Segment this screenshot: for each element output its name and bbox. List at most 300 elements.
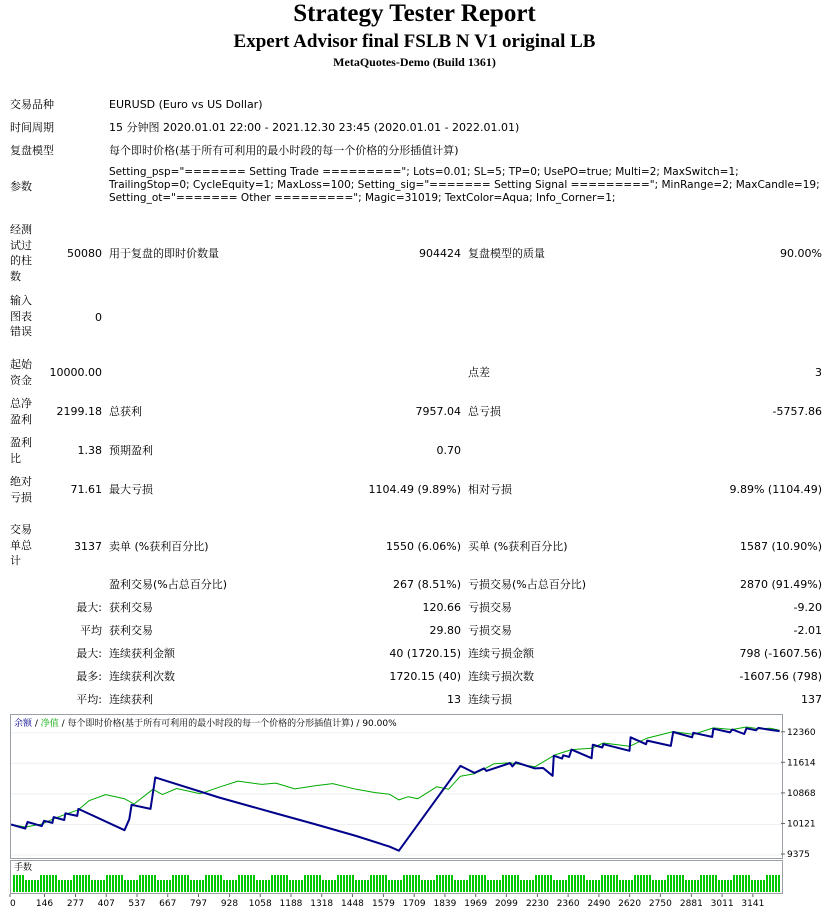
average-loss-value: -2.01: [793, 624, 822, 637]
volume-bar: [211, 875, 213, 892]
volume-bar: [325, 880, 327, 892]
x-tick-label: 2750: [648, 899, 672, 909]
volume-bar: [217, 875, 219, 892]
avg-consecutive-wins-label: 连续获利: [109, 693, 153, 706]
most-loss-label: 连续亏损次数: [468, 670, 534, 683]
profit-trades-value: 267 (8.51%): [392, 578, 461, 591]
profit-factor-label: 盈利比: [10, 436, 32, 465]
volume-bar: [553, 880, 555, 892]
params-value: Setting_psp="======= Setting Trade ========="; Lots=0.01; SL=5; TP=0; UsePO=true; Multi=2; MaxSwitch=1; TrailingStop=0; CycleEquity=1; MaxLoss=100; Setting_sig="======= Setting Signal ========="; MinRange=2; MaxCandle=19; Setting_ot="======= Other ========="; Magic=31019; TextColor=Aqua; Info_Corner=1;: [109, 166, 820, 204]
volume-bar: [394, 880, 396, 892]
y-tick-label: 11614: [787, 758, 816, 769]
volume-bar: [742, 875, 744, 892]
volume-bar: [172, 875, 174, 892]
x-tick-label: 1969: [464, 899, 488, 909]
volume-bar: [319, 875, 321, 892]
balance-chart-svg: [11, 715, 782, 858]
volume-bar: [736, 875, 738, 892]
volume-bar: [526, 880, 528, 892]
volume-bar: [763, 880, 765, 892]
volume-bar: [739, 875, 741, 892]
gross-profit-label: 总获利: [109, 405, 142, 418]
volume-bar: [499, 880, 501, 892]
x-tick-label: 928: [220, 899, 239, 909]
volume-bar: [544, 875, 546, 892]
volume-bar: [298, 880, 300, 892]
volume-bar: [568, 875, 570, 892]
volume-bar: [586, 880, 588, 892]
volume-bar: [451, 875, 453, 892]
loss-trades-value: 2870 (91.49%): [739, 578, 822, 591]
volume-bar: [31, 880, 33, 892]
volume-bar: [361, 880, 363, 892]
period-label: 时间周期: [10, 121, 54, 134]
server-info: MetaQuotes-Demo (Build 1361): [333, 55, 496, 69]
volume-bar: [760, 880, 762, 892]
x-tick-label: 3141: [741, 899, 765, 909]
volume-bar: [82, 875, 84, 892]
y-tick-label: 12360: [787, 727, 816, 738]
deposit-value: 10000.00: [49, 366, 102, 379]
volume-bar: [427, 880, 429, 892]
volume-bar: [22, 875, 24, 892]
most-profit-label: 连续获利次数: [109, 670, 175, 683]
net-profit-label: 总净盈利: [10, 397, 32, 426]
legend-sep: /: [32, 719, 41, 729]
volume-bar: [415, 875, 417, 892]
volume-bar: [778, 875, 780, 892]
volume-bar: [187, 875, 189, 892]
volume-bar: [55, 875, 57, 892]
volume-bar: [91, 880, 93, 892]
volume-bar: [517, 875, 519, 892]
short-positions-label: 卖单 (%获利百分比): [109, 540, 209, 553]
average-prefix: 平均: [80, 624, 102, 637]
average-profit-value: 29.80: [429, 624, 461, 637]
short-positions-value: 1550 (6.06%): [385, 540, 461, 553]
volume-bar: [613, 875, 615, 892]
volume-bar: [232, 880, 234, 892]
bars-value: 50080: [67, 247, 102, 260]
max-drawdown-value: 1104.49 (9.89%): [368, 483, 461, 496]
volume-bar: [682, 875, 684, 892]
volume-bar: [367, 880, 369, 892]
volume-bar: [670, 875, 672, 892]
volume-bar: [13, 875, 15, 892]
volume-bar: [145, 875, 147, 892]
volume-bar: [334, 880, 336, 892]
gross-profit-value: 7957.04: [415, 405, 461, 418]
max-consecutive-losses-label: 连续亏损金额: [468, 647, 534, 660]
volume-bar: [514, 875, 516, 892]
long-positions-label: 买单 (%获利百分比): [468, 540, 568, 553]
volume-bar: [127, 880, 129, 892]
volume-bar: [607, 875, 609, 892]
model-value: 每个即时价格(基于所有可利用的最小时段的每一个价格的分形插值计算): [109, 144, 459, 157]
volume-bar: [271, 875, 273, 892]
volume-bar: [472, 875, 474, 892]
volume-bar: [52, 875, 54, 892]
volume-bar: [289, 880, 291, 892]
balance-chart: [10, 714, 783, 859]
volume-bar: [688, 880, 690, 892]
volume-bar: [346, 875, 348, 892]
volume-bar: [286, 875, 288, 892]
volume-bar: [598, 880, 600, 892]
volume-bar: [121, 875, 123, 892]
volume-bar: [505, 875, 507, 892]
balance-line: [11, 728, 780, 851]
equity-line: [11, 727, 780, 827]
volume-bar: [721, 880, 723, 892]
x-tick-label: 3011: [710, 899, 734, 909]
x-tick-label: 0: [10, 899, 16, 909]
most-prefix: 最多:: [76, 670, 102, 683]
long-positions-value: 1587 (10.90%): [739, 540, 822, 553]
volume-bar: [493, 880, 495, 892]
volume-bar: [328, 880, 330, 892]
volume-bar: [223, 880, 225, 892]
volume-bar: [664, 880, 666, 892]
volume-bar: [769, 875, 771, 892]
volume-bar: [520, 880, 522, 892]
avg-consecutive-wins-value: 13: [447, 693, 461, 706]
volume-bar: [226, 880, 228, 892]
volume-bar: [256, 880, 258, 892]
volume-bar: [358, 880, 360, 892]
legend-equity: 净值: [40, 719, 59, 729]
x-tick-label: 1839: [433, 899, 457, 909]
volume-bar: [292, 880, 294, 892]
volume-bar: [151, 875, 153, 892]
volume-bar: [28, 880, 30, 892]
volume-bar: [748, 875, 750, 892]
volume-bar: [313, 875, 315, 892]
x-tick-label: 2099: [494, 899, 518, 909]
bars-label: 经测试过的柱数: [10, 223, 32, 283]
volume-bar: [649, 875, 651, 892]
volume-bar: [640, 875, 642, 892]
volume-bar: [652, 880, 654, 892]
volume-bar: [433, 880, 435, 892]
volume-bar: [592, 880, 594, 892]
volume-bar: [754, 880, 756, 892]
volume-bar: [766, 875, 768, 892]
volume-bar: [709, 875, 711, 892]
volume-bar: [115, 875, 117, 892]
volume-bar: [193, 880, 195, 892]
volume-bar: [715, 875, 717, 892]
volume-bar: [85, 875, 87, 892]
volume-bar: [382, 875, 384, 892]
volume-bar: [295, 880, 297, 892]
volume-bar: [631, 880, 633, 892]
most-loss-value: -1607.56 (798): [739, 670, 822, 683]
average-profit-label: 获利交易: [109, 624, 153, 637]
volume-bar: [604, 875, 606, 892]
volume-bar: [73, 875, 75, 892]
avg-consecutive-losses-value: 137: [801, 693, 822, 706]
errors-label: 输入图表错误: [10, 294, 32, 338]
legend-rest: / 每个即时价格(基于所有可利用的最小时段的每一个价格的分形插值计算) / 90.00%: [58, 719, 397, 729]
volume-bar: [265, 880, 267, 892]
volume-bar: [112, 875, 114, 892]
volume-bar: [277, 875, 279, 892]
volume-bar: [751, 880, 753, 892]
volume-bar: [67, 880, 69, 892]
x-tick-label: 537: [128, 899, 146, 909]
quality-value: 90.00%: [780, 247, 822, 260]
deposit-label: 起始资金: [10, 358, 32, 387]
volume-bar: [661, 880, 663, 892]
volume-bar: [718, 880, 720, 892]
volume-bar: [556, 880, 558, 892]
volume-bar: [601, 875, 603, 892]
volume-bar: [403, 875, 405, 892]
volume-bar: [379, 875, 381, 892]
symbol-label: 交易品种: [10, 98, 54, 111]
volume-bar: [181, 875, 183, 892]
volume-bar: [190, 880, 192, 892]
volume-bar: [733, 875, 735, 892]
largest-loss-label: 亏损交易: [468, 601, 512, 614]
volume-bar: [25, 880, 27, 892]
volume-bar: [595, 880, 597, 892]
loss-trades-label: 亏损交易(%占总百分比): [468, 578, 587, 591]
volume-bar: [538, 875, 540, 892]
volume-bar: [373, 875, 375, 892]
spread-label: 点差: [468, 366, 490, 379]
model-label: 复盘模型: [10, 144, 54, 157]
volume-bar: [268, 880, 270, 892]
volume-bar: [589, 880, 591, 892]
volume-bar: [58, 880, 60, 892]
volume-bar: [262, 880, 264, 892]
volume-bar: [535, 875, 537, 892]
max-consecutive-wins-value: 40 (1720.15): [389, 647, 461, 660]
volume-bar: [550, 875, 552, 892]
volume-bar: [109, 875, 111, 892]
volume-bar: [202, 880, 204, 892]
volume-bar: [643, 875, 645, 892]
volume-bar: [457, 880, 459, 892]
volume-bar: [436, 875, 438, 892]
volume-bar: [16, 875, 18, 892]
volume-bar: [139, 875, 141, 892]
volume-bar: [442, 875, 444, 892]
volume-bar: [349, 875, 351, 892]
volume-bar: [250, 875, 252, 892]
max-consecutive-prefix: 最大:: [76, 647, 102, 660]
x-tick-label: 1579: [371, 899, 395, 909]
volume-bar: [637, 875, 639, 892]
largest-profit-value: 120.66: [422, 601, 461, 614]
volume-bar: [712, 875, 714, 892]
x-tick-label: 1318: [310, 899, 334, 909]
volume-bar: [364, 880, 366, 892]
payoff-value: 0.70: [436, 444, 461, 457]
volume-bar: [241, 875, 243, 892]
volume-bar: [385, 875, 387, 892]
volume-bar: [523, 880, 525, 892]
volume-bar: [136, 880, 138, 892]
volume-bar: [274, 875, 276, 892]
volume-bar: [475, 875, 477, 892]
volume-bar: [511, 875, 513, 892]
volume-bar: [340, 875, 342, 892]
volume-bar: [703, 875, 705, 892]
volume-bar: [253, 875, 255, 892]
x-tick-label: 1188: [279, 899, 303, 909]
volume-bar: [421, 880, 423, 892]
period-value: 15 分钟图 2020.01.01 22:00 - 2021.12.30 23:45 (2020.01.01 - 2022.01.01): [109, 121, 520, 134]
max-consecutive-losses-value: 798 (-1607.56): [739, 647, 822, 660]
x-tick-label: 1448: [341, 899, 364, 909]
volume-bar: [541, 875, 543, 892]
volume-bar: [199, 880, 201, 892]
x-tick-label: 2360: [556, 899, 580, 909]
volume-bar: [169, 880, 171, 892]
volume-bar: [130, 880, 132, 892]
volume-bar: [376, 875, 378, 892]
volume-bar: [580, 875, 582, 892]
avg-consecutive-prefix: 平均:: [76, 693, 102, 706]
volume-bar: [355, 880, 357, 892]
volume-bar: [412, 875, 414, 892]
volume-bar: [727, 880, 729, 892]
symbol-value: EURUSD (Euro vs US Dollar): [109, 98, 263, 111]
volume-bar: [100, 880, 102, 892]
volume-bar: [745, 875, 747, 892]
spread-value: 3: [815, 366, 822, 379]
volume-bar: [697, 880, 699, 892]
params-label: 参数: [10, 180, 32, 193]
avg-consecutive-losses-label: 连续亏损: [468, 693, 512, 706]
volume-bar: [142, 875, 144, 892]
volume-bar: [679, 875, 681, 892]
y-tick-label: 10121: [787, 819, 816, 830]
volume-bar: [208, 875, 210, 892]
chart-legend: [14, 718, 397, 731]
volume-bar: [547, 875, 549, 892]
volume-bar: [352, 875, 354, 892]
payoff-label: 预期盈利: [109, 444, 153, 457]
profit-factor-value: 1.38: [77, 444, 102, 457]
largest-prefix: 最大:: [76, 601, 102, 614]
expert-name: Expert Advisor final FSLB N V1 original LB: [233, 31, 596, 52]
volume-bar: [214, 875, 216, 892]
gross-loss-value: -5757.86: [772, 405, 822, 418]
volume-bar: [316, 875, 318, 892]
volume-bar: [175, 875, 177, 892]
volume-bar: [496, 880, 498, 892]
x-axis: [0, 894, 829, 912]
volume-bar: [106, 875, 108, 892]
rel-drawdown-value: 9.89% (1104.49): [729, 483, 822, 496]
volume-bar: [577, 875, 579, 892]
volume-bar: [730, 880, 732, 892]
x-tick-label: 407: [97, 899, 115, 909]
legend-balance: 余额: [14, 719, 33, 729]
volume-bar: [559, 880, 561, 892]
volume-bar: [88, 875, 90, 892]
volume-bar: [463, 880, 465, 892]
volume-bar: [310, 875, 312, 892]
volume-bar: [775, 875, 777, 892]
volume-chart-svg: [11, 861, 782, 893]
volume-bar: [757, 880, 759, 892]
volume-bar: [448, 875, 450, 892]
x-tick-label: 2620: [618, 899, 642, 909]
volume-bar: [247, 875, 249, 892]
x-tick-label: 277: [66, 899, 85, 909]
volume-bar: [469, 875, 471, 892]
volume-bar: [49, 875, 51, 892]
x-tick-label: 667: [159, 899, 177, 909]
volume-bar: [445, 875, 447, 892]
volume-bar: [331, 880, 333, 892]
volume-bar: [502, 875, 504, 892]
x-tick-label: 1709: [402, 899, 426, 909]
volume-bar: [655, 880, 657, 892]
total-trades-label: 交易单总计: [10, 523, 32, 567]
volume-bar: [400, 880, 402, 892]
volume-bar: [205, 875, 207, 892]
volume-bar: [97, 880, 99, 892]
volume-bar: [610, 875, 612, 892]
volume-bar: [43, 875, 45, 892]
volume-bar: [178, 875, 180, 892]
volume-bar: [64, 880, 66, 892]
volume-bar: [259, 880, 261, 892]
max-drawdown-label: 最大亏损: [109, 483, 153, 496]
volume-bar: [220, 875, 222, 892]
gross-loss-label: 总亏损: [468, 405, 501, 418]
volume-bar: [34, 880, 36, 892]
volume-bar: [118, 875, 120, 892]
volume-bar: [370, 875, 372, 892]
volume-bar: [454, 880, 456, 892]
volume-bar: [70, 880, 72, 892]
volume-bar: [307, 875, 309, 892]
volume-bar: [322, 880, 324, 892]
volume-bar: [673, 875, 675, 892]
volume-bar: [616, 875, 618, 892]
volume-bar: [634, 875, 636, 892]
volume-bar: [565, 880, 567, 892]
volume-bar: [160, 880, 162, 892]
volume-bar: [724, 880, 726, 892]
volume-bar: [628, 880, 630, 892]
volume-bar: [19, 875, 21, 892]
volume-bar: [406, 875, 408, 892]
volume-bar: [532, 880, 534, 892]
volume-bar: [676, 875, 678, 892]
volume-bar: [148, 875, 150, 892]
volume-bar: [622, 880, 624, 892]
volume-bar: [481, 875, 483, 892]
x-tick-label: 797: [189, 899, 208, 909]
volume-bar: [184, 875, 186, 892]
volume-bar: [466, 880, 468, 892]
total-trades-value: 3137: [74, 540, 102, 553]
max-consecutive-wins-label: 连续获利金额: [109, 647, 175, 660]
errors-value: 0: [95, 311, 102, 324]
volume-bar: [646, 875, 648, 892]
volume-bar: [478, 875, 480, 892]
volume-bar: [691, 880, 693, 892]
volume-bar: [772, 875, 774, 892]
